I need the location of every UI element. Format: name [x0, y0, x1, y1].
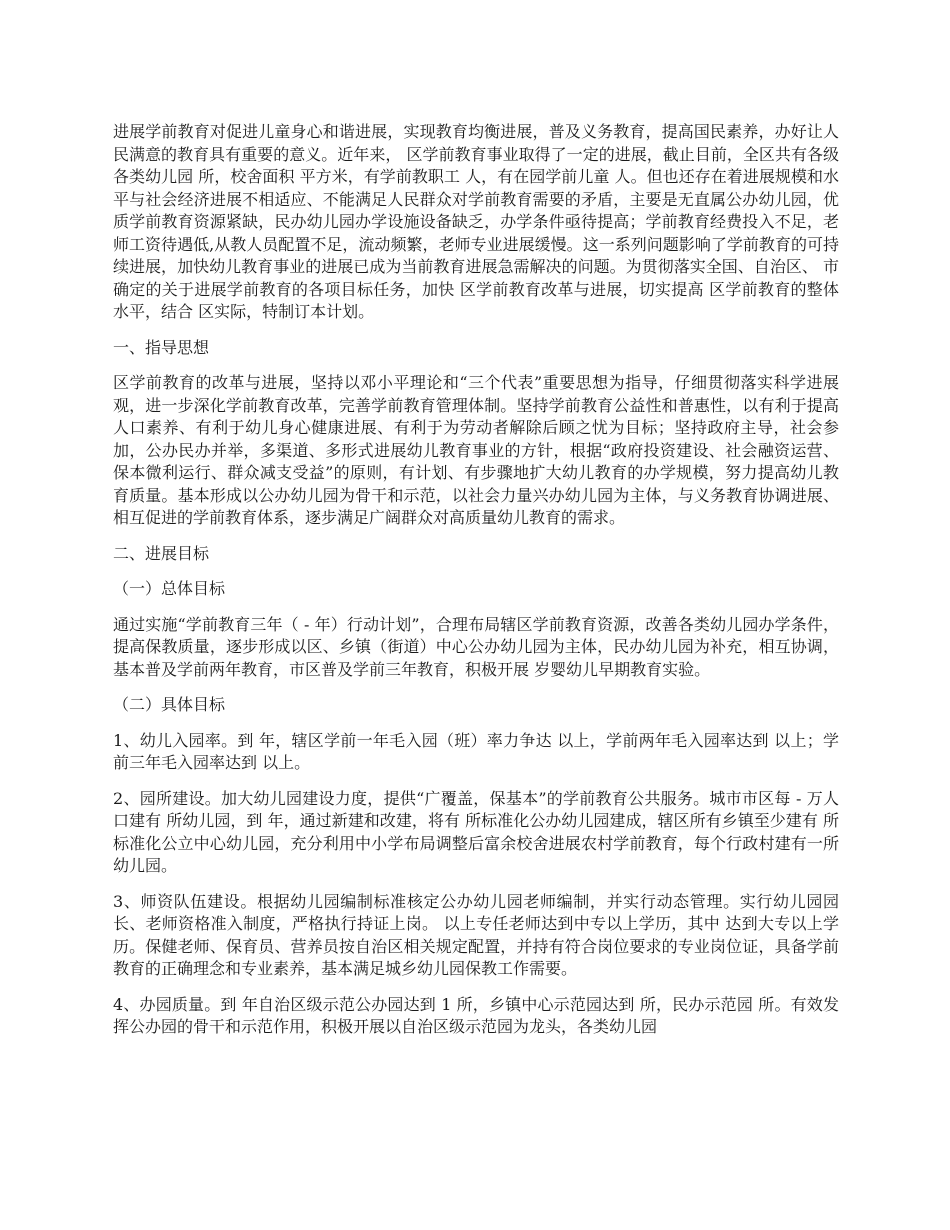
goal-item-enrollment-rate: 1、幼儿入园率。到 年，辖区学前一年毛入园（班）率力争达 以上，学前两年毛入园率达到 以上；学前三年毛入园率达到 以上。 — [113, 730, 839, 772]
guiding-ideology-paragraph: 区学前教育的改革与进展，坚持以邓小平理论和“三个代表”重要思想为指导，仔细贯彻落实科学进展观，进一步深化学前教育改革，完善学前教育管理体制。坚持学前教育公益性和普惠性，以有利于提高人口素养、有利于幼儿身心健康进展、有利于为劳动者解除后顾之忧为目标；坚持政府主导，社会参加，公办民办并举，多渠道、多形式进展幼儿教育事业的方针，根据“政府投资建设、社会融资运营、保本微利运行、群众减支受益”的原则，有计划、有步骤地扩大幼儿教育的办学规模，努力提高幼儿教育质量。基本形成以公办幼儿园为骨干和示范，以社会力量兴办幼儿园为主体，与义务教育协调进展、相互促进的学前教育体系，逐步满足广阔群众对高质量幼儿教育的需求。 — [113, 373, 839, 527]
section-heading-development-goals: 二、进展目标 — [113, 543, 210, 563]
intro-paragraph: 进展学前教育对促进儿童身心和谐进展，实现教育均衡进展，普及义务教育，提高国民素养，办好让人民满意的教育具有重要的意义。近年来， 区学前教育事业取得了一定的进展，截止目前，全区共有各级各类幼儿园 所，校舍面积 平方米，有学前教职工 人，有在园学前儿童 人。但也还存在着进展规模和水平与社会经济进展不相适应、不能满足人民群众对学前教育需要的矛盾，主要是无直属公办幼儿园，优质学前教育资源紧缺，民办幼儿园办学设施设备缺乏，办学条件亟待提高；学前教育经费投入不足，老师工资待遇低,从教人员配置不足，流动频繁，老师专业进展缓慢。这一系列问题影响了学前教育的可持续进展，加快幼儿教育事业的进展已成为当前教育进展急需解决的问题。为贯彻落实全国、自治区、 市确定的关于进展学前教育的各项目标任务，加快 区学前教育改革与进展，切实提高 区学前教育的整体水平，结合 区实际，特制订本计划。 — [113, 122, 839, 321]
document-page — [113, 121, 839, 1052]
subheading-overall-goals: （一）总体目标 — [113, 579, 226, 598]
goal-item-facility-construction: 2、园所建设。加大幼儿园建设力度，提供“广覆盖，保基本”的学前教育公共服务。城市市区每 - 万人口建有 所幼儿园，到 年，通过新建和改建，将有 所标准化公办幼儿园建成，辖区所有乡镇至少建有 所标准化公立中心幼儿园，充分利用中小学布局调整后富余校舍进展农村学前教育，每个行政村建有一所幼儿园。 — [113, 788, 839, 875]
goal-item-teacher-team: 3、师资队伍建设。根据幼儿园编制标准核定公办幼儿园老师编制，并实行动态管理。实行幼儿园园长、老师资格准入制度，严格执行持证上岗。 以上专任老师达到中专以上学历，其中 达到大专以上学历。保健老师、保育员、营养员按自治区相关规定配置，并持有符合岗位要求的专业岗位证，具备学前教育的正确理念和专业素养，基本满足城乡幼儿园保教工作需要。 — [113, 891, 839, 978]
section-heading-guiding-ideology: 一、指导思想 — [113, 337, 210, 357]
subheading-specific-goals: （二）具体目标 — [113, 695, 226, 714]
goal-item-school-quality: 4、办园质量。到 年自治区级示范公办园达到 1 所，乡镇中心示范园达到 所，民办示范园 所。有效发挥公办园的骨干和示范作用，积极开展以自治区级示范园为龙头，各类幼儿园 — [113, 994, 839, 1036]
overall-goals-paragraph: 通过实施“学前教育三年（ - 年）行动计划”，合理布局辖区学前教育资源，改善各类幼儿园办学条件，提高保教质量，逐步形成以区、乡镇（街道）中心公办幼儿园为主体，民办幼儿园为补充，相互协调，基本普及学前两年教育，市区普及学前三年教育，积极开展 岁婴幼儿早期教育实验。 — [113, 614, 839, 679]
